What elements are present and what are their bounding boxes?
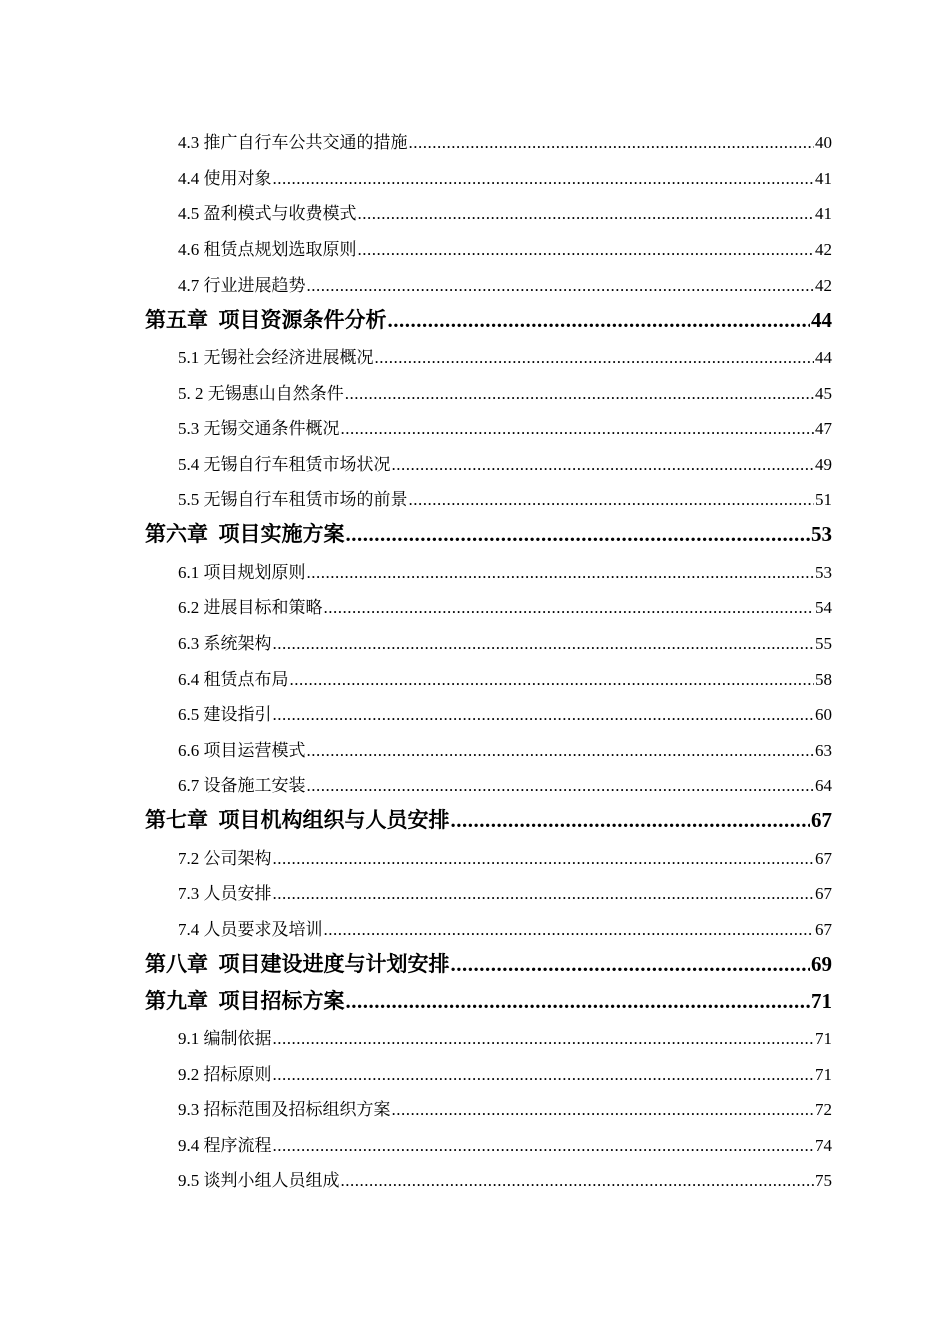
- dot-leader: [341, 1171, 815, 1191]
- toc-entry-page: 67: [815, 919, 832, 939]
- toc-entry[interactable]: [0, 619, 950, 655]
- toc-entry-page: 53: [815, 562, 832, 582]
- toc-entry-page: 67: [815, 848, 832, 868]
- dot-leader: [290, 670, 815, 690]
- toc-entry-title: 5.4 无锡自行车租赁市场状况: [178, 454, 391, 474]
- toc-entry[interactable]: [0, 225, 950, 261]
- dot-leader: [273, 1136, 815, 1156]
- dot-leader: [273, 884, 815, 904]
- toc-entry-title: 5.3 无锡交通条件概况: [178, 419, 340, 439]
- toc-entry[interactable]: [0, 1121, 950, 1157]
- toc-entry-page: 54: [815, 598, 832, 618]
- toc-entry-title: 4.6 租赁点规划选取原则: [178, 239, 357, 259]
- dot-leader: [273, 1029, 815, 1049]
- toc-entry-title: 4.4 使用对象: [178, 168, 272, 188]
- dot-leader: [346, 989, 811, 1014]
- toc-chapter-page: 53: [811, 522, 832, 547]
- toc-entry[interactable]: [0, 404, 950, 440]
- toc-entry-title: 9.1 编制依据: [178, 1029, 272, 1049]
- toc-entry-title: 9.2 招标原则: [178, 1064, 272, 1084]
- dot-leader: [388, 308, 811, 333]
- toc-entry-title: 7.2 公司架构: [178, 848, 272, 868]
- toc-entry-title: 4.3 推广自行车公共交通的措施: [178, 133, 408, 153]
- toc-entry-page: 67: [815, 884, 832, 904]
- toc-entry-title: 6.3 系统架构: [178, 633, 272, 653]
- toc-entry[interactable]: [0, 761, 950, 797]
- toc-entry-title: 5. 2 无锡惠山自然条件: [178, 383, 344, 403]
- toc-entry-page: 47: [815, 419, 832, 439]
- toc-entry[interactable]: [0, 118, 950, 154]
- toc-entry-title: 5.1 无锡社会经济进展概况: [178, 347, 374, 367]
- toc-chapter-page: 69: [811, 951, 832, 976]
- toc-entry[interactable]: [0, 440, 950, 476]
- dot-leader: [324, 920, 815, 940]
- toc-entry-page: 55: [815, 633, 832, 653]
- dot-leader: [273, 705, 815, 725]
- toc-chapter-entry[interactable]: [0, 296, 950, 333]
- toc-entry[interactable]: [0, 1049, 950, 1085]
- toc-entry-title: 6.5 建设指引: [178, 705, 272, 725]
- toc-entry[interactable]: [0, 1014, 950, 1050]
- toc-entry-page: 45: [815, 383, 832, 403]
- dot-leader: [324, 598, 815, 618]
- toc-entry-page: 42: [815, 239, 832, 259]
- toc-entry[interactable]: [0, 690, 950, 726]
- dot-leader: [392, 1100, 815, 1120]
- toc-entry[interactable]: [0, 869, 950, 905]
- dot-leader: [307, 776, 815, 796]
- toc-entry-title: 4.7 行业进展趋势: [178, 275, 306, 295]
- toc-chapter-title: 第九章 项目招标方案: [145, 988, 345, 1013]
- toc-entry-page: 71: [815, 1029, 832, 1049]
- toc-entry[interactable]: [0, 833, 950, 869]
- dot-leader: [409, 133, 815, 153]
- toc-entry[interactable]: [0, 1085, 950, 1121]
- dot-leader: [409, 490, 815, 510]
- toc-entry-page: 71: [815, 1064, 832, 1084]
- toc-chapter-entry[interactable]: [0, 977, 950, 1014]
- toc-chapter-entry[interactable]: [0, 797, 950, 834]
- toc-chapter-title: 第八章 项目建设进度与计划安排: [145, 951, 450, 976]
- toc-entry-page: 44: [815, 347, 832, 367]
- toc-entry-title: 7.4 人员要求及培训: [178, 919, 323, 939]
- toc-entry[interactable]: [0, 368, 950, 404]
- toc-entry[interactable]: [0, 189, 950, 225]
- toc-entry-page: 74: [815, 1135, 832, 1155]
- dot-leader: [307, 276, 815, 296]
- toc-entry-title: 6.4 租赁点布局: [178, 669, 289, 689]
- toc-entry-title: 9.4 程序流程: [178, 1135, 272, 1155]
- toc-entry[interactable]: [0, 548, 950, 584]
- toc-entry[interactable]: [0, 154, 950, 190]
- toc-entry-page: 49: [815, 454, 832, 474]
- toc-entry-title: 9.5 谈判小组人员组成: [178, 1171, 340, 1191]
- toc-entry-title: 9.3 招标范围及招标组织方案: [178, 1100, 391, 1120]
- toc-entry-page: 40: [815, 133, 832, 153]
- toc-chapter-page: 67: [811, 808, 832, 833]
- toc-entry[interactable]: [0, 726, 950, 762]
- toc-entry[interactable]: [0, 1156, 950, 1192]
- toc-chapter-title: 第六章 项目实施方案: [145, 522, 345, 547]
- toc-entry-title: 6.2 进展目标和策略: [178, 598, 323, 618]
- dot-leader: [451, 952, 811, 977]
- dot-leader: [307, 741, 815, 761]
- toc-chapter-page: 44: [811, 307, 832, 332]
- toc-entry-page: 75: [815, 1171, 832, 1191]
- dot-leader: [346, 522, 811, 547]
- toc-entry-page: 64: [815, 776, 832, 796]
- toc-entry-page: 63: [815, 740, 832, 760]
- toc-entry-title: 6.1 项目规划原则: [178, 562, 306, 582]
- dot-leader: [392, 455, 815, 475]
- toc-entry-title: 6.6 项目运营模式: [178, 740, 306, 760]
- dot-leader: [358, 204, 815, 224]
- table-of-contents: [0, 118, 950, 1192]
- dot-leader: [451, 808, 811, 833]
- toc-entry-title: 5.5 无锡自行车租赁市场的前景: [178, 490, 408, 510]
- toc-entry-title: 7.3 人员安排: [178, 884, 272, 904]
- toc-entry-page: 60: [815, 705, 832, 725]
- dot-leader: [273, 849, 815, 869]
- toc-entry-title: 6.7 设备施工安装: [178, 776, 306, 796]
- toc-chapter-entry[interactable]: [0, 511, 950, 548]
- toc-entry-page: 41: [815, 168, 832, 188]
- toc-entry-page: 72: [815, 1100, 832, 1120]
- toc-chapter-title: 第五章 项目资源条件分析: [145, 307, 387, 332]
- toc-entry[interactable]: [0, 333, 950, 369]
- toc-entry[interactable]: [0, 260, 950, 296]
- toc-entry-title: 4.5 盈利模式与收费模式: [178, 204, 357, 224]
- toc-entry[interactable]: [0, 583, 950, 619]
- toc-entry[interactable]: [0, 475, 950, 511]
- dot-leader: [273, 169, 815, 189]
- dot-leader: [273, 1065, 815, 1085]
- toc-chapter-page: 71: [811, 988, 832, 1013]
- toc-entry[interactable]: [0, 905, 950, 941]
- toc-entry-page: 42: [815, 275, 832, 295]
- dot-leader: [341, 419, 815, 439]
- toc-chapter-title: 第七章 项目机构组织与人员安排: [145, 808, 450, 833]
- toc-chapter-entry[interactable]: [0, 940, 950, 977]
- dot-leader: [375, 348, 815, 368]
- toc-entry-page: 41: [815, 204, 832, 224]
- dot-leader: [307, 563, 815, 583]
- toc-entry[interactable]: [0, 654, 950, 690]
- dot-leader: [273, 634, 815, 654]
- toc-entry-page: 58: [815, 669, 832, 689]
- dot-leader: [345, 384, 814, 404]
- toc-entry-page: 51: [815, 490, 832, 510]
- dot-leader: [358, 240, 815, 260]
